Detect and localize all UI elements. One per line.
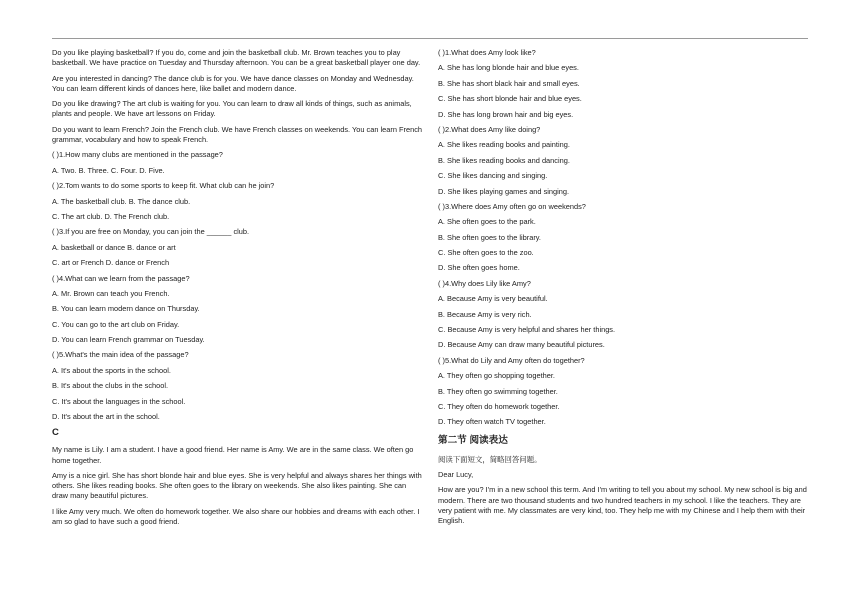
question-line: A. She often goes to the park. <box>438 217 536 227</box>
question-line: ( )1.What does Amy look like? <box>438 48 536 57</box>
question-line: C. She has short blonde hair and blue eyes. <box>438 94 582 104</box>
question-line: B. They often go swimming together. <box>438 386 558 396</box>
question-line: D. She has long brown hair and big eyes. <box>438 109 574 119</box>
question-line: ( )2.Tom wants to do some sports to keep fit. What club can he join? <box>52 181 275 191</box>
question-line: C. Because Amy is very helpful and shares her things. <box>438 325 616 335</box>
question-line: D. Because Amy can draw many beautiful pictures. <box>438 340 605 350</box>
question-line: D. She often goes home. <box>438 263 520 273</box>
question-line: C. You can go to the art club on Friday. <box>52 319 180 329</box>
question-line: B. She likes reading books and dancing. <box>438 155 570 165</box>
question-line: ( )5.What's the main idea of the passage? <box>52 350 189 360</box>
question-line: D. They often watch TV together. <box>438 417 546 427</box>
instruction-text: 阅读下面短文，简略回答问题。 <box>438 454 542 464</box>
passage-paragraph: Do you like drawing? The art club is waiting for you. You can learn to draw all kinds of things, such as animals, plants and people. We have art lessons on Friday. <box>52 99 412 119</box>
question-line: A. It's about the sports in the school. <box>52 365 171 375</box>
passage-paragraph: My name is Lily. I am a student. I have a good friend. Her name is Amy. We are in the same class. We often go home together. <box>52 445 414 465</box>
question-line: ( )4.What can we learn from the passage? <box>52 273 190 283</box>
question-line: A. She has long blonde hair and blue eyes. <box>438 63 579 73</box>
left-column <box>52 48 424 532</box>
question-line: C. It's about the languages in the school. <box>52 396 186 406</box>
question-line: C. The art club. D. The French club. <box>52 211 170 221</box>
question-line: A. The basketball club. B. The dance club. <box>52 196 191 206</box>
passage-paragraph: Do you like playing basketball? If you do, come and join the basketball club. Mr. Brown teaches you to play basketball. We have practice on Tuesday and Thursday afternoon. You can be a great basketball player one day. <box>52 48 421 68</box>
question-line: ( )2.What does Amy like doing? <box>438 124 541 134</box>
letter-greeting: Dear Lucy, <box>438 469 474 479</box>
right-column <box>438 48 810 531</box>
question-line: A. Mr. Brown can teach you French. <box>52 288 170 298</box>
question-line: C. They often do homework together. <box>438 401 560 411</box>
question-line: B. She often goes to the library. <box>438 232 541 242</box>
question-line: C. She often goes to the zoo. <box>438 248 534 258</box>
passage-paragraph: I like Amy very much. We often do homework together. We also share our hobbies and dreams with each other. I am so glad to have such a good friend. <box>52 506 420 526</box>
passage-paragraph: Do you want to learn French? Join the French club. We have French classes on weekends. You can learn French grammar, vocabulary and how to speak French. <box>52 124 423 144</box>
question-line: B. It's about the clubs in the school. <box>52 381 169 391</box>
question-line: ( )3.If you are free on Monday, you can join the ______ club. <box>52 227 250 237</box>
question-line: C. art or French D. dance or French <box>52 258 170 268</box>
question-line: B. You can learn modern dance on Thursday. <box>52 304 200 314</box>
header-rule <box>52 38 808 39</box>
question-line: D. You can learn French grammar on Tuesday. <box>52 335 205 345</box>
question-line: D. It's about the art in the school. <box>52 412 160 422</box>
section-c-heading: C <box>52 427 59 439</box>
question-line: ( )1.How many clubs are mentioned in the passage? <box>52 150 223 160</box>
letter-body: How are you? I'm in a new school this term. And I'm writing to tell you about my school. My new school is big and modern. There are two thousand students and two hundred teachers in my school. I like the teachers. They are very patient with me. My classmates are very kind, too. They help me with my Chinese and I help them with their English. <box>438 485 807 525</box>
question-line: C. She likes dancing and singing. <box>438 171 548 181</box>
question-line: A. Because Amy is very beautiful. <box>438 294 548 304</box>
question-line: B. She has short black hair and small eyes. <box>438 78 580 88</box>
section-title: 第二节 阅读表达 <box>438 434 508 446</box>
question-line: A. She likes reading books and painting. <box>438 140 570 150</box>
question-line: ( )4.Why does Lily like Amy? <box>438 278 531 288</box>
question-line: A. basketball or dance B. dance or art <box>52 242 176 252</box>
question-line: B. Because Amy is very rich. <box>438 309 532 319</box>
question-line: ( )3.Where does Amy often go on weekends? <box>438 201 586 211</box>
question-line: ( )5.What do Lily and Amy often do together? <box>438 355 585 365</box>
passage-paragraph: Amy is a nice girl. She has short blonde hair and blue eyes. She is very helpful and always shares her things with others. She likes reading books. She often goes to the library on weekends. She also likes painting. She can draw many beautiful pictures. <box>52 471 422 501</box>
question-line: A. They often go shopping together. <box>438 371 555 381</box>
question-line: A. Two. B. Three. C. Four. D. Five. <box>52 165 165 175</box>
question-line: D. She likes playing games and singing. <box>438 186 570 196</box>
passage-paragraph: Are you interested in dancing? The dance club is for you. We have dance classes on Monday and Wednesday. You can learn different kinds of dances here, like ballet and modern dance. <box>52 73 414 93</box>
